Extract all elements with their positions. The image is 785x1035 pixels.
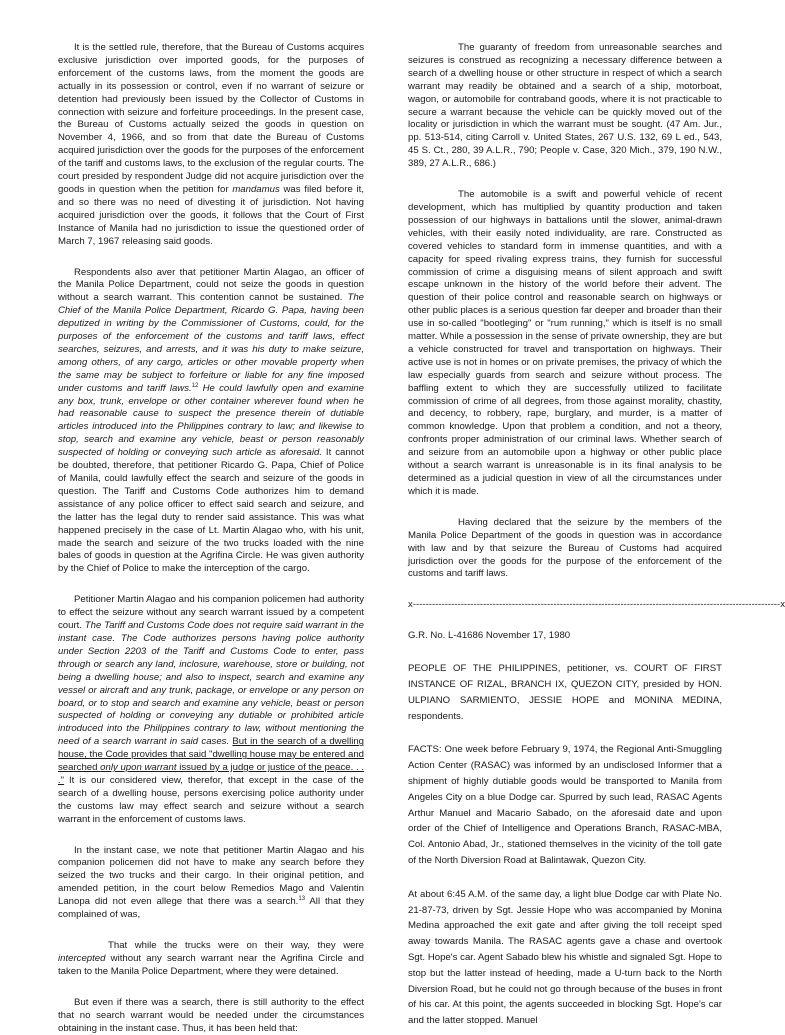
text-run-italic: He could lawfully open and examine any box, trunk, envelope or other container wherever found when he had reasonable cause to suspect the presence therein of dutiable articles introduced into the Philippines contrary to law; and likewise to stop, search and examine any vehicle, beast or person reasonably suspected of holding or conveying such article as aforesaid. [58,382,364,459]
text-run-italic: The Tariff and Customs Code does not require said warrant in the instant case. The Code authorizes persons having police authority under Section 2203 of the Tariff and Customs Code to enter, pass through or search any land, inclosure, warehouse, store or building, not being a dwelling house; and also to inspect, search and examine any vessel or aircraft and any trunk, package, or envelope or any person on board, or to stop and search and examine any vehicle, beast or person suspected of holding or conveying any dutiable or prohibited article introduced into the Philippines contrary to law, without mentioning the need of a search warrant in said cases. [58,620,364,748]
paragraph-jurisdiction [58,42,364,249]
text-run-underline: But in the search of a dwelling house, the Code provides that said "dwelling house may be entered and searched [58,736,365,774]
text-run-italic: intercepted [58,952,106,964]
right-column [408,42,785,1029]
footnote-ref: 12 [191,382,199,389]
paragraph-quoted-complaint [58,940,364,979]
section-separator: x-------------------------------------------------------------------------------------------------------------------x [408,599,785,611]
paragraph-chase: At about 6:45 A.M. of the same day, a light blue Dodge car with Plate No. 21-87-73, driven by Sgt. Jessie Hope who was accompanied by Monina Medina approached the exit gate and after giving the toll receipt sped away towards Manila. The RASAC agents gave a chase and overtook Sgt. Hope's car. Agent Sabado blew his whistle and signaled Sgt. Hope to stop but the latter instead of heeding, made a U-turn back to the North Diversion Road, but he could not go through because of the buses in front of his car. At this point, the agents succeeded in blocking Sgt. Hope's car and the latter stopped. Manuel [408,888,722,1027]
paragraph-authority-seizure [58,594,364,826]
text-run-italic: mandamus [232,183,280,195]
text-run: Petitioner Martin Alagao and his companion policemen had authority to effect the seizure without any search warrant issued by a competent court. [58,594,364,632]
paragraph-facts: FACTS: One week before February 9, 1974, the Regional Anti-Smuggling Action Center (RASAC) was informed by an undisclosed Informer that a shipment of highly dutiable goods would be transported to Manila from Angeles City on a blue Dodge car. Spurred by such lead, RASAC Agents Arthur Manuel and Macario Sabado, on the aforesaid date and upon order of the Chief of Intelligence and Operations Branch, RASAC-MBA, Col. Antonio Abad, Jr., stationed themselves in the vicinity of the toll gate of the North Diversion Road at Balintawak, Quezon City. [408,744,722,866]
text-run: It is our considered view, therefor, that except in the case of the search of a dwelling house, persons exercising police authority under the customs law may effect search and seizure without a search warrant in the enforcement of customs laws. [58,774,364,825]
text-run: In the instant case, we note that petitioner Martin Alagao and his companion policemen did not have to make any search before they seized the two trucks and their cargo. In their original petition, and amended petition, in the court below Remedios Mago and Valentin Lanopa did not even allege that there was a search. [58,844,364,908]
paragraph-respondents-aver [58,267,364,577]
paragraph-having-declared: Having declared that the seizure by the members of the Manila Police Department of the goods in question was in accordance with law and by that seizure the Bureau of Customs had acquired jurisdiction over the goods for the purpose of the enforcement of the customs and tariff laws. [408,516,722,580]
paragraph-instant-case [58,845,364,922]
text-run: was filed before it, and so there was no need of divesting it of jurisdiction. Not having acquired jurisdiction over the goods, it follows that the Court of First Instance of Manila had no jurisdiction to issue the questioned order of March 7, 1967 releasing said goods. [58,183,364,247]
text-run: That while the trucks were on their way, they were [108,940,364,951]
text-run: All that they complained of was, [58,896,365,921]
text-run-underline: issued by a judge or justice of the peace. . . ." [58,762,364,786]
left-column [58,42,364,1035]
text-run: It is the settled rule, therefore, that the Bureau of Customs acquires exclusive jurisdiction over imported goods, for the purposes of enforcement of the customs laws, from the moment the goods are actually in its possession or control, even if no warrant of seizure or detention had previously been issued by the Collector of Customs in connection with seizure and forfeiture proceedings. In the present case, the Bureau of Customs actually seized the goods in question on November 4, 1966, and so from that date the Bureau of Customs acquired jurisdiction over the goods for the purposes of the enforcement of the tariff and customs laws, to the exclusion of the regular courts. The court presided by respondent Judge did not acquire jurisdiction over the goods in question when the petition for [58,42,364,195]
text-run: But even if there was a search, there is still authority to the effect that no search warrant would be needed under the circumstances obtaining in the instant case. Thus, it has been held that: [58,996,364,1034]
paragraph-guaranty: The guaranty of freedom from unreasonable searches and seizures is construed as recognizing a necessary difference between a search of a dwelling house or other structure in respect of which a search warrant may readily be obtained and a search of a ship, motorboat, wagon, or automobile for contraband goods, where it is not practicable to secure a warrant because the vehicle can be quickly moved out of the locality or jurisdiction in which the warrant must be sought. (47 Am. Jur., pp. 513-514, citing Carroll v. United States, 267 U.S. 132, 69 L ed., 543, 45 S. Ct., 280, 39 A.L.R., 790; People v. Case, 320 Mich., 379, 190 N.W., 389, 27 A.L.R., 686.) [408,42,722,170]
paragraph-automobile: The automobile is a swift and powerful vehicle of recent development, which has multiplied by quantity production and taken possession of our highways in battalions until the slower, animal-drawn vehicles, with their easily noted individuality, are rare. Constructed as covered vehicles to standard form in immense quantities, and with a capacity for speed rivaling express trains, they furnish for successful commission of crime a disguising means of silent approach and swift escape unknown in the history of the world before their advent. The question of their police control and reasonable search on highways or other public places is a serious question far deeper and broader than their use in so-called "bootleging" or "rum running," which is itself is no small matter. While a possession in the sense of private ownership, they are but a vehicle constructed for travel and transportation on highways. Their active use is not in homes or on private premises, the privacy of which the law especially guards from search and seizure without process. The baffling extent to which they are successfully utilized to facilitate commission of crime of all degrees, from those against morality, chastity, and decency, to robbery, rape, burglary, and murder, is a matter of common knowledge. Upon that problem a condition, and not a theory, confronts proper administration of our criminal laws. Whether search of and seizure from an automobile upon a highway or other public place without a search warrant is unreasonable is in its final analysis to be determined as a judicial question in view of all the circumstances under which it is made. [408,189,722,497]
text-run: It cannot be doubted, therefore, that petitioner Ricardo G. Papa, Chief of Police of Manila, could lawfully effect the search and seizure of the goods in question. The Tariff and Customs Code authorizes him to demand assistance of any police officer to effect said search and seizure, and the latter has the legal duty to render said assistance. This was what happened precisely in the case of Lt. Martin Alagao who, with his unit, made the search and seizure of the two trucks loaded with the nine bales of goods in question at the Agrifina Circle. He was given authority by the Chief of Police to make the interception of the cargo. [58,447,365,575]
paragraph-even-if-search [58,997,364,1035]
text-run: Respondents also aver that petitioner Martin Alagao, an officer of the Manila Police Department, could not seize the goods in question without a search warrant. This contention cannot be sustained. [58,266,364,304]
text-run-italic: The Chief of the Manila Police Department, Ricardo G. Papa, having been deputized in writing by the Commissioner of Customs, could, for the purposes of the enforcement of the customs and tariff laws, effect searches, seizures, and arrests, and it was his duty to make seizure, among others, of any cargo, articles or other movable property when the same may be subject to forfeiture or liable for any fine imposed under customs and tariff laws. [58,292,364,394]
case-caption: PEOPLE OF THE PHILIPPINES, petitioner, vs. COURT OF FIRST INSTANCE OF RIZAL, BRANCH IX, QUEZON CITY, presided by HON. ULPIANO SARMIENTO, JESSIE HOPE and MONINA MEDINA, respondents. [408,663,722,722]
text-run: without any search warrant near the Agrifina Circle and taken to the Manila Police Department, where they were detained. [58,952,364,977]
case-number: G.R. No. L-41686 November 17, 1980 [408,630,571,642]
footnote-ref: 13 [298,896,306,902]
text-run-underline-italic: only upon warrant [100,762,177,774]
